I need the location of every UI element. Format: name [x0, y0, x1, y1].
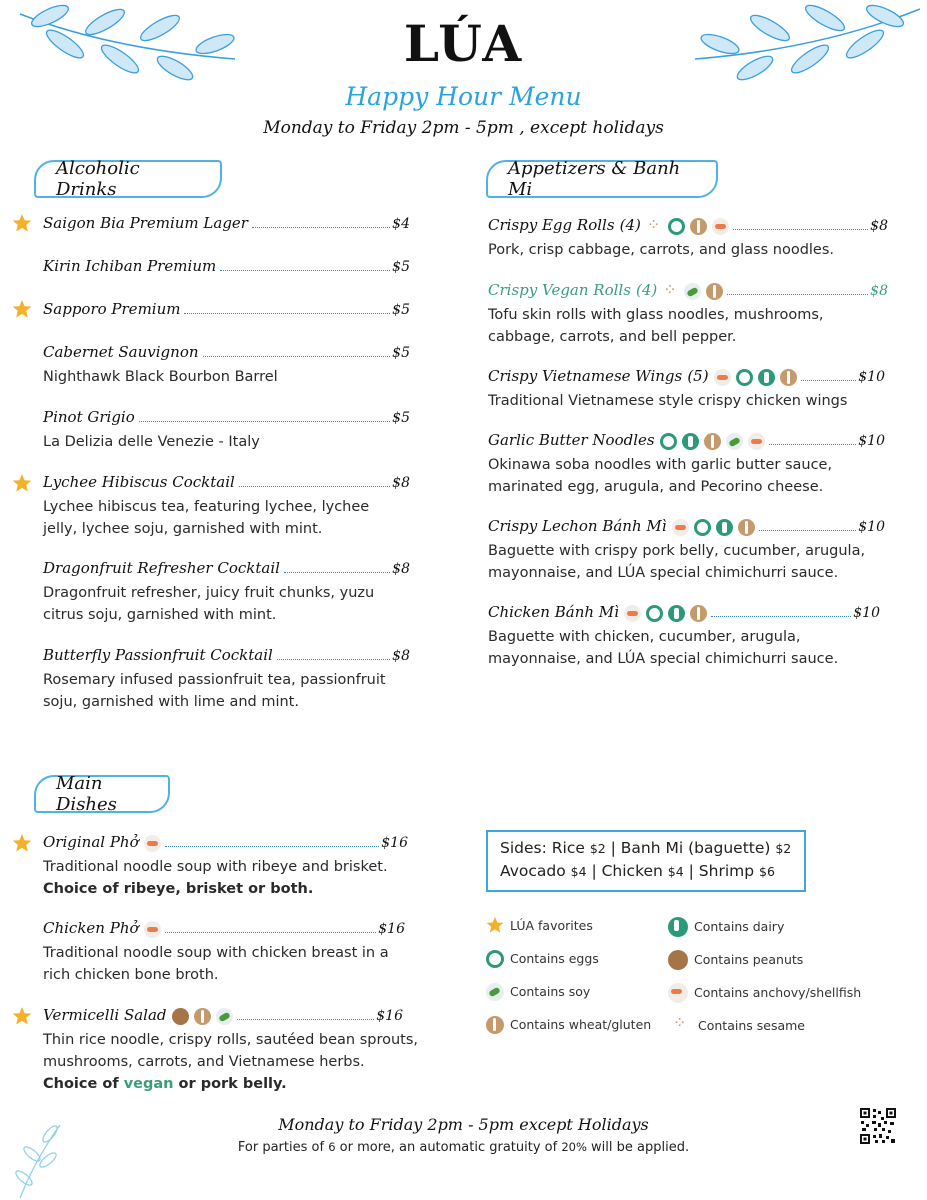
peanut-icon	[172, 1008, 189, 1025]
legend-label: Contains wheat/gluten	[510, 1016, 652, 1032]
item-name: Crispy Vietnamese Wings	[488, 367, 683, 385]
legend-label: Contains anchovy/shellfish	[694, 984, 862, 1000]
legend-eggs	[486, 949, 599, 967]
menu-item-cabernet	[43, 343, 410, 388]
sides-price: $6	[759, 864, 775, 879]
legend-fish	[668, 982, 861, 1002]
item-name: Vermicelli Salad	[43, 1006, 167, 1024]
item-name: Cabernet Sauvignon	[43, 343, 199, 361]
sides-text: | Chicken	[586, 862, 668, 880]
item-name: Chicken Phở	[43, 919, 139, 937]
favorite-star-icon	[486, 916, 504, 934]
sesame-icon	[662, 283, 679, 300]
item-price: $8	[392, 475, 410, 491]
item-description: mayonnaise, and LÚA special chimichurri sauce.	[488, 651, 839, 667]
footer-gratuity	[0, 1140, 927, 1155]
sides-box	[486, 830, 806, 892]
legend-label: Contains eggs	[510, 950, 599, 966]
item-name: Pinot Grigio	[43, 408, 135, 426]
fish-icon	[144, 921, 161, 938]
item-description: marinated egg, arugula, and Pecorino cheese.	[488, 479, 824, 495]
menu-item-crispy-egg-rolls	[488, 215, 888, 261]
item-name: Dragonfruit Refresher Cocktail	[43, 559, 280, 577]
item-price: $16	[378, 921, 405, 937]
item-name: Chicken Bánh Mì	[488, 603, 619, 621]
menu-item-lechon-banh-mi	[488, 517, 885, 584]
item-price: $16	[376, 1008, 403, 1024]
item-description: Nighthawk Black Bourbon Barrel	[43, 369, 278, 385]
sides-price: $4	[667, 864, 684, 879]
wheat-icon	[738, 519, 755, 536]
menu-item-crispy-vegan-rolls	[488, 280, 888, 348]
egg-icon	[646, 605, 663, 622]
item-price: $16	[381, 835, 408, 851]
menu-item-pinot-grigio	[43, 408, 410, 453]
item-description: jelly, lychee soju, garnished with mint.	[43, 521, 323, 537]
legend-sesame	[672, 1015, 805, 1035]
wheat-icon	[706, 283, 723, 300]
item-name: Butterfly Passionfruit Cocktail	[43, 646, 273, 664]
menu-item-saigon-bia	[43, 214, 410, 232]
item-description: Choice of ribeye, brisket or both.	[43, 881, 314, 897]
item-price: $5	[392, 410, 410, 426]
item-price: $5	[392, 345, 410, 361]
wheat-icon	[780, 369, 797, 386]
hours-text: Monday to Friday 2pm - 5pm , except holidays	[263, 118, 664, 138]
wheat-icon	[690, 218, 707, 235]
fish-icon	[624, 605, 641, 622]
item-count: (4)	[636, 281, 658, 299]
footer-text: For parties of	[237, 1140, 329, 1155]
sides-text: | Shrimp	[683, 862, 759, 880]
item-price: $10	[853, 605, 880, 621]
item-description: rich chicken bone broth.	[43, 967, 219, 983]
legend-peanuts	[668, 949, 803, 969]
menu-item-original-pho	[43, 833, 408, 900]
item-description: Traditional noodle soup with chicken breast in a	[43, 945, 389, 961]
item-name: Crispy Lechon Bánh Mì	[488, 517, 667, 535]
menu-item-garlic-butter-noodles	[488, 431, 885, 498]
favorite-star-icon	[12, 833, 32, 853]
dairy-icon	[716, 519, 733, 536]
item-name: Saigon Bia Premium Lager	[43, 214, 248, 232]
favorite-star-icon	[12, 299, 32, 319]
section-appetizers	[486, 160, 718, 198]
fish-icon	[748, 433, 765, 450]
menu-item-lychee-cocktail	[43, 473, 410, 540]
item-description: Choice of	[43, 1076, 124, 1092]
menu-item-dragonfruit-cocktail	[43, 559, 410, 626]
item-count: (5)	[687, 367, 709, 385]
menu-item-crispy-wings	[488, 366, 885, 412]
item-name: Sapporo Premium	[43, 300, 181, 318]
dairy-icon	[758, 369, 775, 386]
sides-text: Avocado	[500, 862, 571, 880]
item-price: $5	[392, 259, 410, 275]
legend-label: Contains dairy	[694, 918, 785, 934]
legend-favorites	[486, 916, 593, 934]
item-description: Tofu skin rolls with glass noodles, mushrooms,	[488, 307, 824, 323]
item-name: Garlic Butter Noodles	[488, 431, 655, 449]
item-description: mushrooms, carrots, and Vietnamese herbs.	[43, 1054, 365, 1070]
wheat-icon	[704, 433, 721, 450]
menu-item-chicken-banh-mi	[488, 603, 880, 670]
soy-icon	[486, 983, 504, 1001]
item-description: Traditional Vietnamese style crispy chicken wings	[488, 393, 848, 409]
egg-icon	[694, 519, 711, 536]
sides-text: | Banh Mi (baguette)	[605, 839, 776, 857]
sesame-icon	[672, 1016, 692, 1036]
qr-code-icon[interactable]	[860, 1108, 896, 1144]
item-description: mayonnaise, and LÚA special chimichurri sauce.	[488, 565, 839, 581]
item-price: $8	[392, 561, 410, 577]
menu-item-chicken-pho	[43, 919, 405, 986]
egg-icon	[668, 218, 685, 235]
menu-item-kirin	[43, 257, 410, 275]
menu-item-sapporo	[43, 300, 410, 318]
dairy-icon	[668, 605, 685, 622]
wheat-icon	[690, 605, 707, 622]
peanut-icon	[668, 950, 688, 970]
fish-icon	[712, 218, 729, 235]
item-description: Okinawa soba noodles with garlic butter sauce,	[488, 457, 833, 473]
item-description: La Delizia delle Venezie - Italy	[43, 434, 260, 450]
sides-price: $2	[589, 841, 606, 856]
egg-icon	[660, 433, 677, 450]
item-name: Kirin Ichiban Premium	[43, 257, 217, 275]
footer-text: will be applied.	[586, 1140, 690, 1155]
footer-text: 20%	[561, 1140, 587, 1154]
fish-icon	[672, 519, 689, 536]
item-description: cabbage, carrots, and bell pepper.	[488, 329, 737, 345]
section-alcoholic-drinks	[34, 160, 222, 198]
footer-text: or more, an automatic gratuity of	[335, 1140, 562, 1155]
vegan-highlight: vegan	[123, 1076, 174, 1092]
item-price: $5	[392, 302, 410, 318]
favorite-star-icon	[12, 213, 32, 233]
item-description: soju, garnished with lime and mint.	[43, 694, 299, 710]
section-title: Main Dishes	[56, 773, 117, 815]
item-description: Traditional noodle soup with ribeye and brisket.	[43, 859, 388, 875]
sesame-icon	[646, 218, 663, 235]
item-description: Baguette with crispy pork belly, cucumber, arugula,	[488, 543, 866, 559]
section-title: Appetizers & Banh Mi	[508, 158, 681, 200]
footer-hours: Monday to Friday 2pm - 5pm except Holidays	[278, 1115, 649, 1134]
wheat-icon	[486, 1016, 504, 1034]
legend-label: Contains sesame	[698, 1017, 805, 1033]
footer-text: 6	[328, 1140, 336, 1154]
item-price: $8	[870, 283, 888, 299]
item-price: $8	[870, 218, 888, 234]
soy-icon	[216, 1008, 233, 1025]
fish-icon	[714, 369, 731, 386]
item-description: Pork, crisp cabbage, carrots, and glass noodles.	[488, 242, 835, 258]
brand-logo: LÚA	[403, 14, 524, 73]
sides-price: $2	[775, 841, 792, 856]
favorite-star-icon	[12, 473, 32, 493]
section-main-dishes	[34, 775, 170, 813]
soy-icon	[684, 283, 701, 300]
fish-icon	[668, 983, 688, 1003]
item-price: $4	[392, 216, 410, 232]
legend-label: Contains soy	[510, 983, 591, 999]
item-price: $10	[858, 519, 885, 535]
item-price: $8	[392, 648, 410, 664]
legend-label: Contains peanuts	[694, 951, 804, 967]
menu-subtitle: Happy Hour Menu	[345, 82, 582, 111]
item-name: Crispy Vegan Rolls	[488, 281, 631, 299]
section-title: Alcoholic Drinks	[56, 158, 140, 200]
legend-label: LÚA favorites	[510, 917, 593, 933]
item-description: Dragonfruit refresher, juicy fruit chunks, yuzu	[43, 585, 375, 601]
egg-icon	[736, 369, 753, 386]
legend-dairy	[668, 916, 784, 936]
item-price: $10	[858, 369, 885, 385]
wheat-icon	[194, 1008, 211, 1025]
menu-item-passionfruit-cocktail	[43, 646, 410, 713]
item-description: Rosemary infused passionfruit tea, passionfruit	[43, 672, 386, 688]
fish-icon	[144, 835, 161, 852]
item-name: Crispy Egg Rolls	[488, 216, 615, 234]
item-description: Baguette with chicken, cucumber, arugula,	[488, 629, 801, 645]
soy-icon	[726, 433, 743, 450]
item-description: Lychee hibiscus tea, featuring lychee, lychee	[43, 499, 370, 515]
sides-price: $4	[570, 864, 587, 879]
menu-item-vermicelli-salad	[43, 1006, 419, 1095]
item-count: (4)	[619, 216, 641, 234]
dairy-icon	[668, 917, 688, 937]
dairy-icon	[682, 433, 699, 450]
egg-icon	[486, 950, 504, 968]
item-description: Thin rice noodle, crispy rolls, sautéed bean sprouts,	[43, 1032, 419, 1048]
item-description: or pork belly.	[173, 1076, 287, 1092]
favorite-star-icon	[12, 1006, 32, 1026]
item-price: $10	[858, 433, 885, 449]
item-name: Original Phở	[43, 833, 139, 851]
item-description: citrus soju, garnished with mint.	[43, 607, 277, 623]
item-name: Lychee Hibiscus Cocktail	[43, 473, 235, 491]
legend-wheat	[486, 1015, 651, 1033]
sides-text: Sides: Rice	[500, 839, 590, 857]
legend-soy	[486, 982, 590, 1000]
